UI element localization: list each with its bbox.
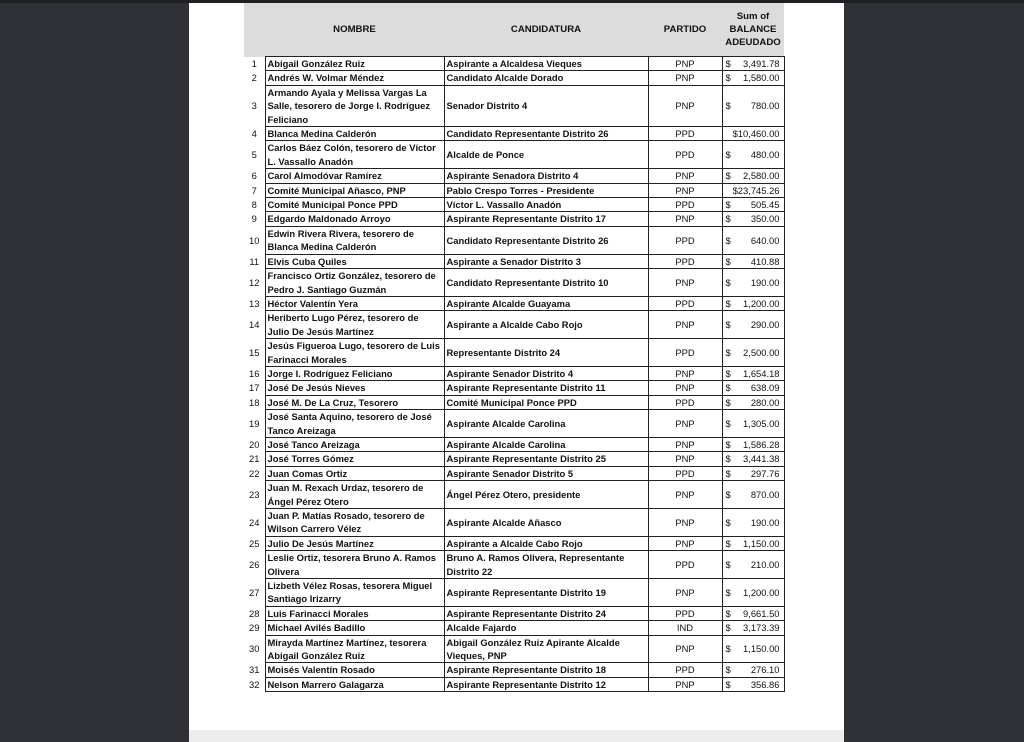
cell-partido: PNP xyxy=(648,269,722,297)
cell-candidatura: Aspirante Alcalde Carolina xyxy=(444,410,648,438)
row-number: 7 xyxy=(251,184,257,196)
cell-balance xyxy=(722,296,784,310)
cell-candidatura: Aspirante Representante Distrito 12 xyxy=(444,677,648,691)
row-number: 20 xyxy=(249,438,260,450)
cell-partido: PPD xyxy=(648,466,722,480)
table-row xyxy=(244,212,784,226)
row-number: 31 xyxy=(249,664,260,676)
balance-amount: 1,150.00 xyxy=(743,643,780,655)
table-row xyxy=(244,410,784,438)
cell-partido: PPD xyxy=(648,296,722,310)
currency-symbol: $ xyxy=(725,396,731,408)
cell-candidatura: Ángel Pérez Otero, presidente xyxy=(444,481,648,509)
row-number: 17 xyxy=(249,382,260,394)
currency-symbol: $ xyxy=(725,276,731,288)
cell-balance xyxy=(722,141,784,169)
cell-partido: PNP xyxy=(648,366,722,380)
table-row xyxy=(244,226,784,254)
cell-balance xyxy=(722,127,784,141)
cell-balance xyxy=(722,677,784,691)
row-number: 24 xyxy=(249,516,260,528)
cell-partido: PPD xyxy=(648,226,722,254)
cell-nombre: Francisco Ortiz González, tesorero de Pedro J. Santiago Guzmán xyxy=(265,269,444,297)
currency-symbol: $ xyxy=(725,234,731,246)
currency-symbol: $ xyxy=(725,453,731,465)
cell-balance xyxy=(722,169,784,183)
cell-candidatura: Aspirante Senador Distrito 5 xyxy=(444,466,648,480)
cell-partido: PNP xyxy=(648,381,722,395)
cell-partido: PPD xyxy=(648,141,722,169)
table-row xyxy=(244,437,784,451)
cell-partido: PNP xyxy=(648,677,722,691)
balance-amount: 638.09 xyxy=(750,382,780,394)
balance-amount: 9,661.50 xyxy=(743,607,780,619)
cell-balance xyxy=(722,410,784,438)
currency-symbol: $ xyxy=(725,488,731,500)
cell-candidatura: Candidato Representante Distrito 26 xyxy=(444,127,648,141)
cell-partido: PNP xyxy=(648,509,722,537)
cell-balance xyxy=(722,635,784,663)
cell-candidatura: Aspirante Alcalde Guayama xyxy=(444,296,648,310)
cell-balance xyxy=(722,466,784,480)
row-number: 11 xyxy=(249,255,260,267)
cell-balance xyxy=(722,254,784,268)
balance-amount: 1,580.00 xyxy=(743,72,780,84)
cell-candidatura: Aspirante Representante Distrito 24 xyxy=(444,606,648,620)
balance-amount: 505.45 xyxy=(750,199,780,211)
cell-partido: PPD xyxy=(648,551,722,579)
table-row xyxy=(244,635,784,663)
balance-amount: 3,491.78 xyxy=(743,58,780,69)
cell-partido: PNP xyxy=(648,169,722,183)
cell-candidatura: Aspirante Alcalde Añasco xyxy=(444,509,648,537)
cell-balance xyxy=(722,551,784,579)
row-number: 8 xyxy=(251,199,257,211)
cell-nombre: José De Jesús Nieves xyxy=(265,381,444,395)
currency-symbol: $ xyxy=(725,149,731,161)
row-number: 23 xyxy=(249,488,260,500)
row-number: 29 xyxy=(249,622,260,634)
cell-candidatura: Representante Distrito 24 xyxy=(444,339,648,367)
cell-partido: PPD xyxy=(648,198,722,212)
balance-amount: 1,654.18 xyxy=(743,367,780,379)
table-row xyxy=(244,57,784,71)
row-number: 30 xyxy=(249,643,260,655)
row-number: 18 xyxy=(249,396,260,408)
table-row xyxy=(244,509,784,537)
table-body xyxy=(244,57,784,692)
cell-balance xyxy=(722,663,784,677)
balance-amount: 290.00 xyxy=(750,319,780,331)
row-number: 5 xyxy=(251,149,257,161)
cell-nombre: Blanca Medina Calderón xyxy=(265,127,444,141)
currency-symbol: $ xyxy=(725,213,731,225)
balance-amount: $10,460.00 xyxy=(732,128,780,140)
cell-partido: PPD xyxy=(648,339,722,367)
cell-candidatura: Candidato Representante Distrito 10 xyxy=(444,269,648,297)
cell-balance xyxy=(722,339,784,367)
cell-nombre: Heriberto Lugo Pérez, tesorero de Julio De Jesús Martínez xyxy=(265,311,444,339)
cell-partido: PNP xyxy=(648,579,722,607)
balance-amount: 780.00 xyxy=(750,100,780,112)
table-row xyxy=(244,621,784,635)
cell-partido: PPD xyxy=(648,606,722,620)
balance-amount: 297.76 xyxy=(750,467,780,479)
row-number: 13 xyxy=(249,297,260,309)
cell-nombre: Juan M. Rexach Urdaz, tesorero de Ángel Pérez Otero xyxy=(265,481,444,509)
cell-balance xyxy=(722,226,784,254)
row-number: 19 xyxy=(249,417,260,429)
cell-nombre: Nelson Marrero Galagarza xyxy=(265,677,444,691)
currency-symbol: $ xyxy=(725,382,731,394)
cell-nombre: Abigail González Ruiz xyxy=(265,57,444,71)
cell-nombre: Luis Farinacci Morales xyxy=(265,606,444,620)
header-nombre: NOMBRE xyxy=(265,3,444,57)
cell-partido: PNP xyxy=(648,57,722,71)
cell-candidatura: Alcalde de Ponce xyxy=(444,141,648,169)
cell-partido: PNP xyxy=(648,311,722,339)
cell-nombre: Julio De Jesús Martínez xyxy=(265,536,444,550)
table-row xyxy=(244,466,784,480)
cell-nombre: Juan P. Matías Rosado, tesorero de Wilson Carrero Vélez xyxy=(265,509,444,537)
cell-balance xyxy=(722,198,784,212)
row-number: 25 xyxy=(249,537,260,549)
currency-symbol: $ xyxy=(725,199,731,211)
cell-nombre: Héctor Valentín Yera xyxy=(265,296,444,310)
table-row xyxy=(244,366,784,380)
cell-balance xyxy=(722,509,784,537)
balance-amount: 1,200.00 xyxy=(743,297,780,309)
cell-candidatura: Aspirante Senadora Distrito 4 xyxy=(444,169,648,183)
cell-candidatura: Aspirante a Senador Distrito 3 xyxy=(444,254,648,268)
document-page xyxy=(189,3,844,742)
table-row xyxy=(244,536,784,550)
balance-amount: 1,586.28 xyxy=(743,438,780,450)
row-number: 15 xyxy=(249,346,260,358)
row-number: 3 xyxy=(251,100,257,112)
balance-amount: $23,745.26 xyxy=(732,184,780,196)
currency-symbol: $ xyxy=(725,664,731,676)
row-number: 21 xyxy=(249,453,260,465)
cell-balance xyxy=(722,395,784,409)
row-number: 12 xyxy=(249,276,260,288)
cell-candidatura: Aspirante a Alcalde Cabo Rojo xyxy=(444,311,648,339)
currency-symbol: $ xyxy=(725,558,731,570)
row-number: 14 xyxy=(249,319,260,331)
cell-partido: PNP xyxy=(648,212,722,226)
cell-balance xyxy=(722,452,784,466)
currency-symbol: $ xyxy=(725,467,731,479)
cell-nombre: Armando Ayala y Melissa Vargas La Salle, tesorero de Jorge I. Rodríguez Feliciano xyxy=(265,85,444,126)
cell-partido: PNP xyxy=(648,183,722,197)
balance-amount: 3,173.39 xyxy=(743,622,780,634)
row-number: 28 xyxy=(249,607,260,619)
page-bottom-margin xyxy=(189,730,844,742)
cell-nombre: Comité Municipal Ponce PPD xyxy=(265,198,444,212)
cell-partido: PNP xyxy=(648,410,722,438)
cell-balance xyxy=(722,579,784,607)
balance-amount: 410.88 xyxy=(750,255,780,267)
balance-amount: 2,500.00 xyxy=(743,346,780,358)
table-row xyxy=(244,85,784,126)
table-row xyxy=(244,311,784,339)
cell-nombre: Mirayda Martínez Martínez, tesorera Abigail González Ruiz xyxy=(265,635,444,663)
balance-amount: 1,305.00 xyxy=(743,417,780,429)
cell-candidatura: Aspirante Representante Distrito 11 xyxy=(444,381,648,395)
table-row xyxy=(244,551,784,579)
currency-symbol: $ xyxy=(725,367,731,379)
cell-balance xyxy=(722,57,784,71)
header-candidatura: CANDIDATURA xyxy=(444,3,648,57)
cell-nombre: Juan Comas Ortiz xyxy=(265,466,444,480)
cell-partido: PPD xyxy=(648,395,722,409)
cell-partido: PNP xyxy=(648,452,722,466)
currency-symbol: $ xyxy=(725,417,731,429)
row-number: 27 xyxy=(249,586,260,598)
cell-balance xyxy=(722,536,784,550)
currency-symbol: $ xyxy=(725,438,731,450)
header-partido: PARTIDO xyxy=(648,3,722,57)
cell-candidatura: Aspirante Representante Distrito 17 xyxy=(444,212,648,226)
row-number: 1 xyxy=(251,58,257,69)
cell-partido: IND xyxy=(648,621,722,635)
cell-balance xyxy=(722,621,784,635)
table-row xyxy=(244,127,784,141)
cell-balance xyxy=(722,366,784,380)
currency-symbol: $ xyxy=(725,537,731,549)
cell-partido: PNP xyxy=(648,635,722,663)
cell-balance xyxy=(722,269,784,297)
table-row xyxy=(244,269,784,297)
row-number: 16 xyxy=(249,367,260,379)
balance-amount: 210.00 xyxy=(750,558,780,570)
cell-partido: PPD xyxy=(648,254,722,268)
table-row xyxy=(244,339,784,367)
balance-amount: 1,200.00 xyxy=(743,586,780,598)
balance-amount: 1,150.00 xyxy=(743,537,780,549)
currency-symbol: $ xyxy=(725,678,731,690)
table-row xyxy=(244,606,784,620)
cell-partido: PNP xyxy=(648,437,722,451)
balance-amount: 356.86 xyxy=(750,678,780,690)
cell-balance xyxy=(722,212,784,226)
cell-balance xyxy=(722,481,784,509)
table-row xyxy=(244,183,784,197)
currency-symbol: $ xyxy=(725,586,731,598)
currency-symbol: $ xyxy=(725,607,731,619)
table-row xyxy=(244,395,784,409)
row-number: 2 xyxy=(251,72,257,84)
row-number: 10 xyxy=(249,234,260,246)
currency-symbol: $ xyxy=(725,346,731,358)
cell-partido: PNP xyxy=(648,71,722,85)
currency-symbol: $ xyxy=(725,297,731,309)
currency-symbol: $ xyxy=(725,255,731,267)
currency-symbol: $ xyxy=(725,100,731,112)
row-number: 9 xyxy=(251,213,257,225)
header-index xyxy=(244,3,265,57)
table-row xyxy=(244,452,784,466)
balance-amount: 276.10 xyxy=(750,664,780,676)
cell-nombre: Jorge I. Rodríguez Feliciano xyxy=(265,366,444,380)
cell-candidatura: Aspirante Alcalde Carolina xyxy=(444,437,648,451)
cell-partido: PNP xyxy=(648,481,722,509)
cell-balance xyxy=(722,71,784,85)
table-row xyxy=(244,381,784,395)
cell-balance xyxy=(722,311,784,339)
balance-amount: 480.00 xyxy=(750,149,780,161)
cell-partido: PPD xyxy=(648,663,722,677)
table-row xyxy=(244,198,784,212)
table-row xyxy=(244,481,784,509)
cell-nombre: José Santa Aquino, tesorero de José Tanco Areizaga xyxy=(265,410,444,438)
cell-balance xyxy=(722,437,784,451)
balance-table xyxy=(244,3,785,692)
balance-amount: 190.00 xyxy=(750,276,780,288)
cell-nombre: Michael Avilés Badillo xyxy=(265,621,444,635)
cell-candidatura: Pablo Crespo Torres - Presidente xyxy=(444,183,648,197)
cell-nombre: Carlos Báez Colón, tesorero de Víctor L. Vassallo Anadón xyxy=(265,141,444,169)
cell-nombre: Elvis Cuba Quiles xyxy=(265,254,444,268)
cell-candidatura: Víctor L. Vassallo Anadón xyxy=(444,198,648,212)
cell-nombre: Moisés Valentín Rosado xyxy=(265,663,444,677)
currency-symbol: $ xyxy=(725,170,731,182)
row-number: 26 xyxy=(249,558,260,570)
cell-candidatura: Aspirante a Alcalde Cabo Rojo xyxy=(444,536,648,550)
currency-symbol: $ xyxy=(725,58,731,69)
cell-candidatura: Candidato Alcalde Dorado xyxy=(444,71,648,85)
table-row xyxy=(244,677,784,691)
cell-nombre: Jesús Figueroa Lugo, tesorero de Luis Farinacci Morales xyxy=(265,339,444,367)
header-balance: Sum of BALANCE ADEUDADO xyxy=(722,3,784,57)
table-row xyxy=(244,141,784,169)
table-row xyxy=(244,579,784,607)
cell-candidatura: Aspirante Senador Distrito 4 xyxy=(444,366,648,380)
balance-amount: 3,441.38 xyxy=(743,453,780,465)
balance-amount: 280.00 xyxy=(750,396,780,408)
cell-nombre: José Tanco Areizaga xyxy=(265,437,444,451)
balance-amount: 350.00 xyxy=(750,213,780,225)
balance-amount: 870.00 xyxy=(750,488,780,500)
cell-nombre: Lizbeth Vélez Rosas, tesorera Miguel Santiago Irizarry xyxy=(265,579,444,607)
cell-candidatura: Comité Municipal Ponce PPD xyxy=(444,395,648,409)
currency-symbol: $ xyxy=(725,516,731,528)
cell-balance xyxy=(722,183,784,197)
cell-nombre: Leslie Ortiz, tesorera Bruno A. Ramos Olivera xyxy=(265,551,444,579)
balance-amount: 190.00 xyxy=(750,516,780,528)
cell-partido: PNP xyxy=(648,85,722,126)
currency-symbol: $ xyxy=(725,643,731,655)
cell-balance xyxy=(722,381,784,395)
cell-nombre: Carol Almodóvar Ramírez xyxy=(265,169,444,183)
cell-candidatura: Bruno A. Ramos Olivera, Representante Distrito 22 xyxy=(444,551,648,579)
cell-balance xyxy=(722,85,784,126)
balance-amount: 2,580.00 xyxy=(743,170,780,182)
row-number: 4 xyxy=(251,128,257,140)
table-row xyxy=(244,296,784,310)
cell-partido: PPD xyxy=(648,127,722,141)
row-number: 32 xyxy=(249,678,260,690)
cell-candidatura: Abigail González Ruiz Apirante Alcalde Vieques, PNP xyxy=(444,635,648,663)
cell-candidatura: Alcalde Fajardo xyxy=(444,621,648,635)
row-number: 6 xyxy=(251,170,257,182)
table-row xyxy=(244,169,784,183)
cell-candidatura: Candidato Representante Distrito 26 xyxy=(444,226,648,254)
cell-nombre: Comité Municipal Añasco, PNP xyxy=(265,183,444,197)
row-number: 22 xyxy=(249,467,260,479)
table-row xyxy=(244,663,784,677)
cell-candidatura: Senador Distrito 4 xyxy=(444,85,648,126)
cell-candidatura: Aspirante Representante Distrito 25 xyxy=(444,452,648,466)
cell-balance xyxy=(722,606,784,620)
cell-nombre: Edwin Rivera Rivera, tesorero de Blanca Medina Calderón xyxy=(265,226,444,254)
table-header-row xyxy=(244,3,784,57)
currency-symbol: $ xyxy=(725,622,731,634)
cell-candidatura: Aspirante a Alcaldesa Vieques xyxy=(444,57,648,71)
currency-symbol: $ xyxy=(725,72,731,84)
cell-nombre: Andrés W. Volmar Méndez xyxy=(265,71,444,85)
table-row xyxy=(244,254,784,268)
table-row xyxy=(244,71,784,85)
cell-partido: PNP xyxy=(648,536,722,550)
balance-amount: 640.00 xyxy=(750,234,780,246)
currency-symbol: $ xyxy=(725,319,731,331)
cell-nombre: José Torres Gómez xyxy=(265,452,444,466)
cell-nombre: Edgardo Maldonado Arroyo xyxy=(265,212,444,226)
cell-candidatura: Aspirante Representante Distrito 19 xyxy=(444,579,648,607)
cell-nombre: José M. De La Cruz, Tesorero xyxy=(265,395,444,409)
cell-candidatura: Aspirante Representante Distrito 18 xyxy=(444,663,648,677)
